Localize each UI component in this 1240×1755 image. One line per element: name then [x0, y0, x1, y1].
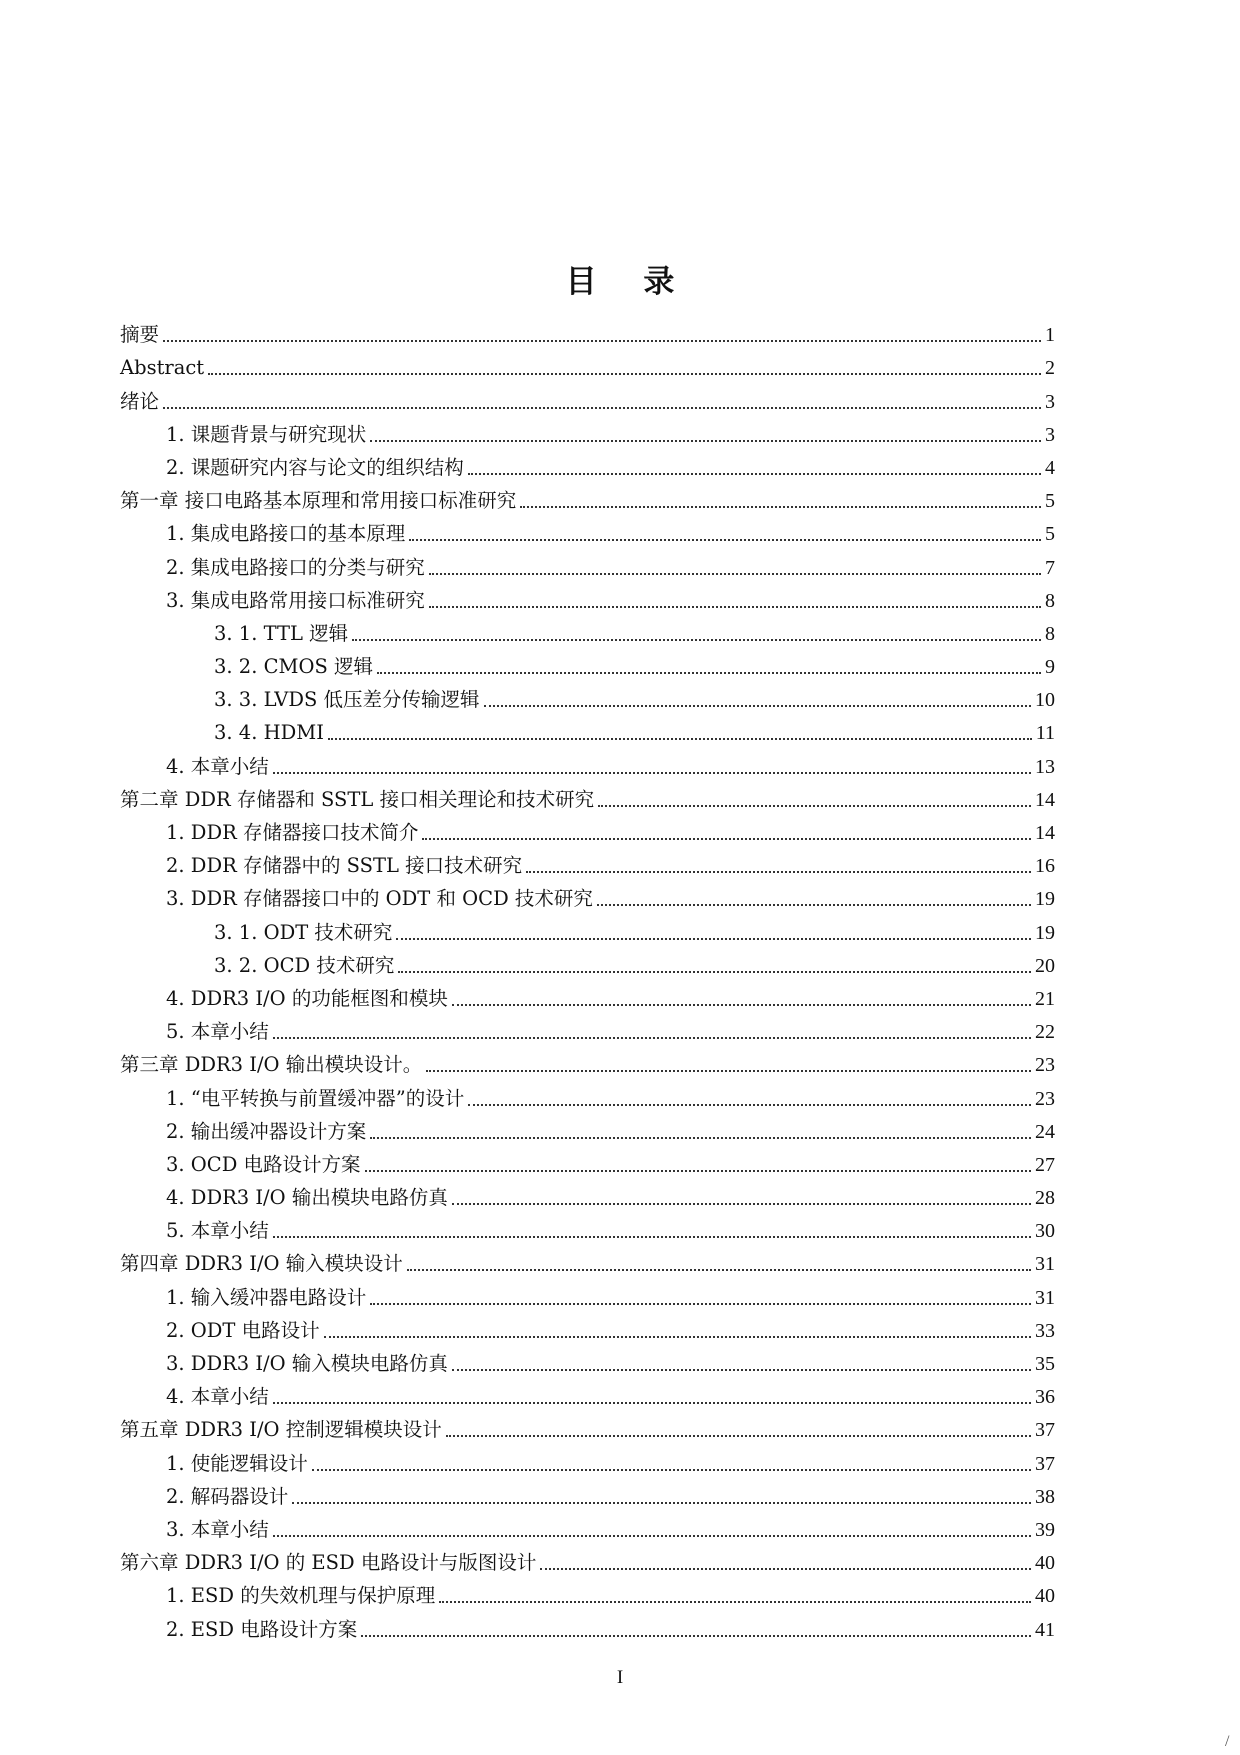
toc-entry-label: 摘要 — [120, 323, 160, 347]
toc-entry[interactable] — [120, 812, 1055, 845]
toc-entry-page: 41 — [1035, 1618, 1055, 1641]
toc-entry-page: 19 — [1035, 888, 1055, 911]
toc-entry-label: 3. 1. TTL 逻辑 — [214, 621, 349, 645]
toc-entry-label: 1. 课题背景与研究现状 — [166, 422, 367, 446]
toc-entry[interactable] — [120, 845, 1055, 878]
toc-entry-page: 3 — [1045, 423, 1055, 446]
toc-entry-page: 8 — [1045, 622, 1055, 645]
toc-entry-page: 23 — [1035, 1087, 1055, 1110]
toc-entry-label: 1. “电平转换与前置缓冲器”的设计 — [166, 1086, 465, 1110]
toc-entry[interactable] — [120, 314, 1055, 347]
toc-dot-leader — [396, 938, 1031, 940]
toc-entry-label: 3. OCD 电路设计方案 — [166, 1152, 361, 1176]
toc-entry[interactable] — [120, 1409, 1055, 1442]
toc-entry[interactable] — [120, 1476, 1055, 1509]
toc-entry-page: 22 — [1035, 1021, 1055, 1044]
toc-title: 目 录 — [565, 264, 693, 300]
toc-entry-label: 2. DDR 存储器中的 SSTL 接口技术研究 — [166, 854, 523, 878]
toc-dot-leader — [468, 1104, 1031, 1106]
toc-entry[interactable] — [120, 1243, 1055, 1276]
toc-entry-page: 27 — [1035, 1153, 1055, 1176]
toc-dot-leader — [365, 1170, 1031, 1172]
toc-entry-page: 30 — [1035, 1220, 1055, 1243]
toc-entry[interactable] — [120, 978, 1055, 1011]
toc-entry-page: 21 — [1035, 987, 1055, 1010]
toc-entry-page: 7 — [1045, 556, 1055, 579]
toc-dot-leader — [163, 340, 1041, 342]
toc-entry[interactable] — [120, 513, 1055, 546]
toc-entry-label: 3. 2. OCD 技术研究 — [214, 953, 395, 977]
toc-entry[interactable] — [120, 546, 1055, 579]
toc-entry-label: 绪论 — [120, 389, 160, 413]
toc-entry-page: 37 — [1035, 1419, 1055, 1442]
toc-dot-leader — [422, 838, 1031, 840]
toc-entry-label: 2. 输出缓冲器设计方案 — [166, 1119, 367, 1143]
toc-entry[interactable] — [120, 646, 1055, 679]
toc-entry-page: 24 — [1035, 1120, 1055, 1143]
toc-entry-page: 3 — [1045, 390, 1055, 413]
toc-entry[interactable] — [120, 1177, 1055, 1210]
toc-entry-label: 1. 输入缓冲器电路设计 — [166, 1285, 367, 1309]
toc-entry-label: 4. DDR3 I/O 输出模块电路仿真 — [166, 1186, 448, 1210]
toc-entry[interactable] — [120, 712, 1055, 745]
toc-dot-leader — [273, 1535, 1031, 1537]
toc-entry[interactable] — [120, 580, 1055, 613]
toc-entry[interactable] — [120, 911, 1055, 944]
toc-entry-label: 3. 3. LVDS 低压差分传输逻辑 — [214, 688, 480, 712]
toc-entry-label: 3. 本章小结 — [166, 1517, 269, 1541]
toc-entry[interactable] — [120, 878, 1055, 911]
toc-entry-page: 38 — [1035, 1485, 1055, 1508]
toc-entry-page: 37 — [1035, 1452, 1055, 1475]
toc-entry[interactable] — [120, 1343, 1055, 1376]
toc-entry-label: 第五章 DDR3 I/O 控制逻辑模块设计 — [120, 1418, 442, 1442]
scan-edge-mark: / — [1225, 1733, 1230, 1750]
toc-dot-leader — [273, 1037, 1031, 1039]
toc-entry[interactable] — [120, 1442, 1055, 1475]
toc-entry[interactable] — [120, 380, 1055, 413]
toc-dot-leader — [446, 1435, 1031, 1437]
toc-dot-leader — [452, 1004, 1031, 1006]
toc-dot-leader — [526, 871, 1031, 873]
toc-dot-leader — [370, 1303, 1031, 1305]
toc-entry[interactable] — [120, 1276, 1055, 1309]
toc-entry-label: 1. ESD 的失效机理与保护原理 — [166, 1584, 436, 1608]
toc-dot-leader — [429, 573, 1041, 575]
toc-dot-leader — [452, 1369, 1031, 1371]
toc-dot-leader — [540, 1568, 1031, 1570]
toc-dot-leader — [208, 373, 1041, 375]
toc-entry[interactable] — [120, 779, 1055, 812]
toc-dot-leader — [429, 606, 1041, 608]
toc-dot-leader — [426, 1070, 1031, 1072]
toc-entry-label: 1. 集成电路接口的基本原理 — [166, 522, 406, 546]
toc-entry[interactable] — [120, 945, 1055, 978]
toc-entry-label: 4. 本章小结 — [166, 1385, 269, 1409]
toc-entry[interactable] — [120, 447, 1055, 480]
toc-dot-leader — [407, 1269, 1031, 1271]
toc-entry[interactable] — [120, 745, 1055, 778]
toc-entry-page: 40 — [1035, 1552, 1055, 1575]
toc-dot-leader — [439, 1601, 1031, 1603]
toc-dot-leader — [273, 1236, 1031, 1238]
toc-entry-label: 第六章 DDR3 I/O 的 ESD 电路设计与版图设计 — [120, 1551, 537, 1575]
toc-dot-leader — [377, 672, 1041, 674]
toc-entry[interactable] — [120, 679, 1055, 712]
toc-entry-label: 2. 集成电路接口的分类与研究 — [166, 555, 425, 579]
toc-entry-label: 4. DDR3 I/O 的功能框图和模块 — [166, 986, 448, 1010]
toc-dot-leader — [520, 506, 1041, 508]
toc-entry-label: 2. ESD 电路设计方案 — [166, 1617, 358, 1641]
toc-entry-label: 5. 本章小结 — [166, 1020, 269, 1044]
toc-entry-page: 31 — [1035, 1286, 1055, 1309]
toc-entry-page: 13 — [1035, 755, 1055, 778]
toc-entry-page: 5 — [1045, 490, 1055, 513]
toc-entry-label: 3. DDR3 I/O 输入模块电路仿真 — [166, 1352, 448, 1375]
toc-entry-page: 2 — [1045, 357, 1055, 380]
toc-entry-page: 33 — [1035, 1319, 1055, 1342]
toc-dot-leader — [361, 1635, 1031, 1637]
toc-dot-leader — [398, 971, 1031, 973]
toc-entry-page: 31 — [1035, 1253, 1055, 1276]
toc-entry[interactable] — [120, 347, 1055, 380]
toc-entry-label: 第四章 DDR3 I/O 输入模块设计 — [120, 1252, 403, 1276]
toc-dot-leader — [163, 407, 1041, 409]
toc-entry[interactable] — [120, 1077, 1055, 1110]
toc-entry-label: 第二章 DDR 存储器和 SSTL 接口相关理论和技术研究 — [120, 787, 595, 811]
toc-dot-leader — [597, 904, 1031, 906]
toc-entry-page: 19 — [1035, 921, 1055, 944]
toc-dot-leader — [484, 705, 1031, 707]
toc-entry-page: 40 — [1035, 1585, 1055, 1608]
toc-entry-page: 14 — [1035, 822, 1055, 844]
toc-entry[interactable] — [120, 1011, 1055, 1044]
toc-entry-page: 8 — [1045, 589, 1055, 612]
toc-entry-label: 3. 2. CMOS 逻辑 — [214, 655, 374, 679]
toc-dot-leader — [409, 539, 1041, 541]
toc-entry-label: 2. ODT 电路设计 — [166, 1318, 320, 1342]
toc-entry[interactable] — [120, 1509, 1055, 1542]
toc-entry-page: 28 — [1035, 1187, 1055, 1210]
toc-entry[interactable] — [120, 1575, 1055, 1608]
toc-entry-label: 5. 本章小结 — [166, 1219, 269, 1243]
toc-entry-label: Abstract — [120, 356, 205, 380]
toc-entry-label: 3. 集成电路常用接口标准研究 — [166, 588, 425, 612]
toc-entry-label: 第三章 DDR3 I/O 输出模块设计。 — [120, 1053, 423, 1077]
toc-dot-leader — [312, 1469, 1031, 1471]
toc-dot-leader — [352, 639, 1041, 641]
toc-dot-leader — [273, 772, 1031, 774]
toc-entry-label: 第一章 接口电路基本原理和常用接口标准研究 — [120, 489, 517, 513]
toc-dot-leader — [324, 1336, 1031, 1338]
toc-entry[interactable] — [120, 1210, 1055, 1243]
toc-entry-page: 20 — [1035, 954, 1055, 977]
toc-entry[interactable] — [120, 1111, 1055, 1144]
toc-entry-page: 16 — [1035, 855, 1055, 878]
toc-dot-leader — [370, 440, 1041, 442]
toc-entry-page: 10 — [1035, 689, 1055, 712]
toc-entry[interactable] — [120, 414, 1055, 447]
toc-dot-leader — [370, 1137, 1031, 1139]
toc-entry[interactable] — [120, 613, 1055, 646]
toc-dot-leader — [328, 738, 1032, 740]
toc-entry-page: 4 — [1045, 456, 1055, 479]
toc-entry[interactable] — [120, 1310, 1055, 1343]
toc-entry-page: 35 — [1035, 1353, 1055, 1375]
toc-entry-label: 2. 解码器设计 — [166, 1484, 289, 1508]
toc-entry[interactable] — [120, 480, 1055, 513]
toc-entry-page: 11 — [1035, 722, 1055, 745]
toc-entry-page: 36 — [1035, 1386, 1055, 1409]
toc-dot-leader — [598, 805, 1031, 807]
toc-dot-leader — [292, 1502, 1031, 1504]
toc-entry[interactable] — [120, 1044, 1055, 1077]
toc-entry-page: 5 — [1045, 523, 1055, 546]
toc-entry-label: 3. 4. HDMI — [214, 721, 324, 745]
toc-entry-label: 2. 课题研究内容与论文的组织结构 — [166, 455, 464, 479]
toc-entry[interactable] — [120, 1608, 1055, 1641]
toc-entry-page: 23 — [1035, 1054, 1055, 1077]
toc-entry-label: 1. DDR 存储器接口技术简介 — [166, 821, 419, 844]
toc-entry-page: 14 — [1035, 788, 1055, 811]
toc-entry-label: 3. DDR 存储器接口中的 ODT 和 OCD 技术研究 — [166, 887, 593, 911]
toc-entry-label: 1. 使能逻辑设计 — [166, 1451, 308, 1475]
toc-dot-leader — [452, 1203, 1031, 1205]
toc-entry[interactable] — [120, 1376, 1055, 1409]
toc-dot-leader — [273, 1402, 1031, 1404]
toc-entry-label: 4. 本章小结 — [166, 754, 269, 778]
toc-list — [120, 314, 1055, 1642]
toc-entry-page: 9 — [1045, 656, 1055, 679]
toc-entry-page: 1 — [1045, 324, 1055, 347]
toc-entry-label: 3. 1. ODT 技术研究 — [214, 920, 393, 944]
toc-entry[interactable] — [120, 1144, 1055, 1177]
toc-entry-page: 39 — [1035, 1518, 1055, 1541]
toc-entry[interactable] — [120, 1542, 1055, 1575]
page-number: I — [616, 1667, 624, 1688]
toc-dot-leader — [468, 473, 1041, 475]
